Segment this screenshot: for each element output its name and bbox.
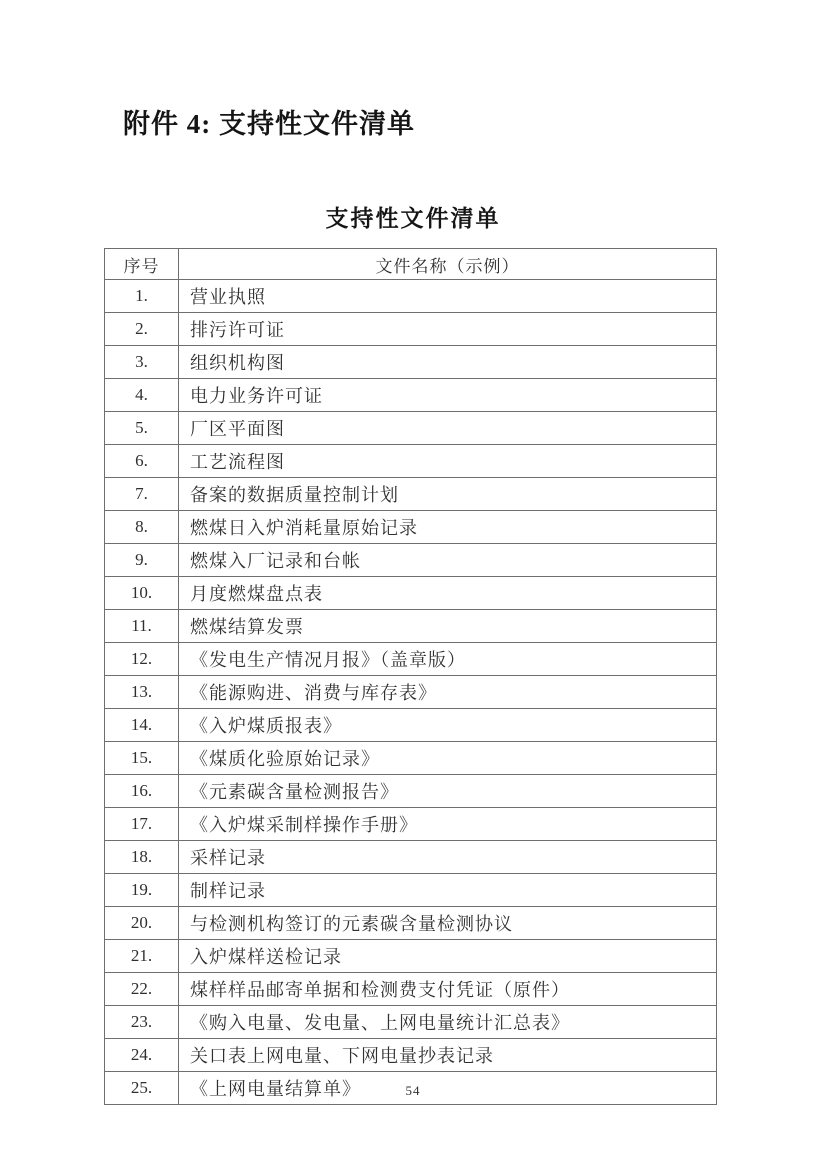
row-serial-number: 9. [105,544,179,577]
row-serial-number: 6. [105,445,179,478]
table-row [105,907,717,940]
table-row [105,610,717,643]
row-document-name: 工艺流程图 [179,445,717,478]
table-row [105,412,717,445]
row-document-name: 入炉煤样送检记录 [179,940,717,973]
row-document-name: 《元素碳含量检测报告》 [179,775,717,808]
table-row [105,808,717,841]
table-row [105,676,717,709]
row-document-name: 煤样样品邮寄单据和检测费支付凭证（原件） [179,973,717,1006]
row-document-name: 《购入电量、发电量、上网电量统计汇总表》 [179,1006,717,1039]
row-document-name: 燃煤日入炉消耗量原始记录 [179,511,717,544]
row-document-name: 电力业务许可证 [179,379,717,412]
row-document-name: 《能源购进、消费与库存表》 [179,676,717,709]
row-document-name: 《上网电量结算单》 [179,1072,717,1105]
row-serial-number: 13. [105,676,179,709]
row-serial-number: 12. [105,643,179,676]
table-row [105,973,717,1006]
table-row [105,346,717,379]
row-document-name: 月度燃煤盘点表 [179,577,717,610]
table-row [105,874,717,907]
header-document-name: 文件名称（示例） [179,249,717,280]
row-document-name: 排污许可证 [179,313,717,346]
row-document-name: 营业执照 [179,280,717,313]
table-row [105,1006,717,1039]
row-serial-number: 17. [105,808,179,841]
row-serial-number: 18. [105,841,179,874]
row-serial-number: 7. [105,478,179,511]
table-row [105,544,717,577]
table-row [105,841,717,874]
header-serial-number: 序号 [105,249,179,280]
row-serial-number: 19. [105,874,179,907]
table-row [105,478,717,511]
table-row [105,313,717,346]
row-serial-number: 15. [105,742,179,775]
row-serial-number: 5. [105,412,179,445]
table-row [105,577,717,610]
page-number: 54 [405,1083,421,1098]
row-serial-number: 21. [105,940,179,973]
row-serial-number: 23. [105,1006,179,1039]
row-serial-number: 8. [105,511,179,544]
row-document-name: 关口表上网电量、下网电量抄表记录 [179,1039,717,1072]
row-document-name: 《煤质化验原始记录》 [179,742,717,775]
table-row [105,1039,717,1072]
table-body [105,280,717,1105]
table-row [105,280,717,313]
row-serial-number: 10. [105,577,179,610]
row-serial-number: 22. [105,973,179,1006]
table-row [105,709,717,742]
row-serial-number: 1. [105,280,179,313]
row-serial-number: 25. [105,1072,179,1105]
row-document-name: 厂区平面图 [179,412,717,445]
row-document-name: 《入炉煤采制样操作手册》 [179,808,717,841]
row-serial-number: 24. [105,1039,179,1072]
supporting-documents-table [104,248,717,1105]
row-serial-number: 14. [105,709,179,742]
row-serial-number: 20. [105,907,179,940]
document-title: 支持性文件清单 [325,206,501,231]
row-document-name: 组织机构图 [179,346,717,379]
attachment-heading: 附件 4: 支持性文件清单 [123,109,415,139]
table-row [105,742,717,775]
row-serial-number: 3. [105,346,179,379]
row-document-name: 《入炉煤质报表》 [179,709,717,742]
row-serial-number: 4. [105,379,179,412]
row-document-name: 燃煤结算发票 [179,610,717,643]
row-serial-number: 16. [105,775,179,808]
row-serial-number: 2. [105,313,179,346]
row-document-name: 备案的数据质量控制计划 [179,478,717,511]
row-document-name: 《发电生产情况月报》（盖章版） [179,643,717,676]
table-header-row [105,249,717,280]
row-document-name: 燃煤入厂记录和台帐 [179,544,717,577]
table-row [105,775,717,808]
row-document-name: 采样记录 [179,841,717,874]
table-row [105,445,717,478]
row-document-name: 与检测机构签订的元素碳含量检测协议 [179,907,717,940]
row-serial-number: 11. [105,610,179,643]
row-document-name: 制样记录 [179,874,717,907]
table-row [105,940,717,973]
table-row [105,511,717,544]
table-row [105,643,717,676]
table-row [105,379,717,412]
